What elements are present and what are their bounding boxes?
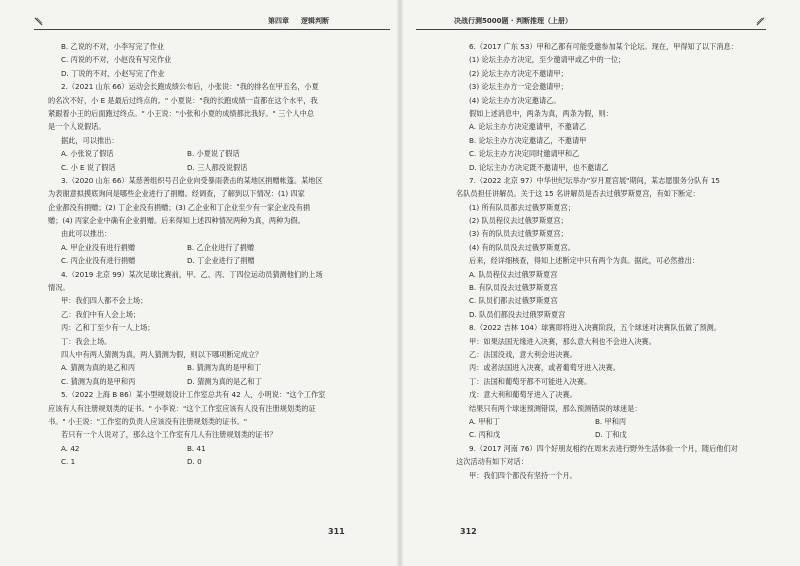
answer-option: B. 甲和丙 — [595, 416, 627, 426]
text-line: 据此，可以推出： — [61, 135, 119, 145]
text-line: (1) 论坛主办方决定，至少邀请甲或乙中的一位； — [469, 55, 626, 65]
text-line: C. 丙说的不对，小赵没有写完作业 — [61, 55, 172, 65]
text-line: 甲：我们四个都没有坚持一个月。 — [469, 470, 577, 480]
text-line: 赠；(4) 丙家企业中确有企业捐赠。后来得知上述四种情况两种为真，两种为假。 — [48, 216, 305, 226]
text-line: 紧跟着小王的后面跑过终点。" 小王说："小张和小夏的成绩都比我好。" 三个人中总 — [48, 108, 315, 118]
answer-options-row — [456, 428, 794, 441]
text-line: 的名次不好，小 E 是最后过终点的。" 小夏说："我的长跑成绩一直都在这个水平，我 — [48, 95, 318, 105]
text-line: 结果只有两个球迷预测错误，那么预测错误的球迷是： — [469, 403, 642, 413]
left-page-body — [48, 40, 388, 469]
answer-option: B. 乙企业进行了捐赠 — [187, 242, 255, 252]
text-line: 书。" 小王说："工作室的负责人应该没有注册规划类的证书。" — [48, 416, 248, 426]
answer-option: D. 丁企业进行了捐赠 — [187, 256, 255, 266]
answer-options-row — [48, 254, 388, 267]
left-running-header — [268, 14, 329, 28]
answer-option: A. 甲和丁 — [469, 416, 500, 426]
answer-option: C. 丙企业没有进行捐赠 — [61, 256, 136, 266]
text-line: 情况。 — [48, 283, 70, 293]
answer-options-row — [48, 442, 388, 455]
text-line: B. 乙说的不对，小李写完了作业 — [61, 42, 164, 51]
answer-option: D. 猜测为真的是乙和丁 — [187, 376, 262, 386]
text-line: 丁：我会上场。 — [61, 336, 112, 346]
answer-options-row — [48, 241, 388, 254]
left-page — [0, 0, 396, 566]
text-line: 后来，经详细核查，得知上述断定中只有两个为真。据此，可必然推出： — [469, 256, 700, 266]
text-line: 甲：如果法国无缘进入决赛，那么意大利也不会进入决赛。 — [469, 336, 656, 346]
answer-option: A. 猜测为真的是乙和丙 — [61, 363, 136, 373]
answer-option: C. 猜测为真的是甲和丙 — [61, 376, 136, 386]
text-line: 6.（2017 广东 53）甲和乙都有可能受邀参加某个论坛。现在，甲得知了以下消息： — [469, 42, 738, 51]
page-corner-icon — [34, 17, 43, 26]
text-line: 由此可以推出： — [61, 229, 112, 239]
answer-options-row — [48, 147, 388, 160]
text-line: 为表谢意拟摸底询问是哪些企业进行了捐赠。经调查，了解到以下情况：(1) 四家 — [48, 189, 305, 199]
right-page — [404, 0, 800, 566]
answer-options-row — [48, 161, 388, 174]
text-line: A. 队员程仪去过俄罗斯夏宫 — [469, 269, 558, 279]
text-line: (1) 所有队员都去过俄罗斯夏宫； — [469, 202, 575, 212]
text-line: 甲：我们四人都不会上场； — [61, 296, 148, 306]
page-corner-icon — [756, 17, 765, 26]
text-line: 这次活动有如下对话： — [456, 457, 528, 467]
text-line: 8.（2022 吉林 104）球赛即将进入决赛阶段，五个球迷对决赛队伍做了预测。 — [469, 323, 721, 333]
answer-option: A. 42 — [61, 443, 80, 453]
book-gutter — [396, 0, 404, 566]
chapter-title: 逻辑判断 — [301, 17, 329, 25]
page-number: 312 — [460, 527, 477, 536]
text-line: 3.（2020 山东 66）某慈善组织号召企业向受暴雨袭击的某地区捐赠帐篷。某地区 — [61, 175, 323, 185]
text-line: 戊：意大利和葡萄牙进入了决赛。 — [469, 390, 577, 400]
page-number: 311 — [328, 527, 345, 536]
answer-options-row — [48, 455, 388, 468]
text-line: 企业都没有捐赠；(2) 丁企业没有捐赠；(3) 乙企业和丁企业至少有一家企业没有捐 — [48, 202, 311, 212]
text-line: (4) 论坛主办方决定邀请乙。 — [469, 95, 561, 105]
text-line: 4.（2019 北京 99）某次足球比赛前，甲、乙、丙、丁四位运动员猜测他们的上场 — [61, 269, 323, 279]
answer-option: D. 三人都没说假话 — [187, 162, 248, 172]
answer-option: B. 猜测为真的是甲和丁 — [187, 363, 262, 373]
right-running-header — [454, 14, 572, 28]
text-line: 丙：或者法国进入决赛，或者葡萄牙进入决赛。 — [469, 363, 620, 373]
text-line: D. 论坛主办方决定既不邀请甲，也不邀请乙 — [469, 162, 609, 172]
text-line: (3) 论坛主办方一定会邀请甲； — [469, 82, 568, 92]
answer-option: D. 0 — [187, 457, 202, 467]
answer-options-row — [456, 415, 794, 428]
text-line: 乙：法国没戏，意大利会进决赛。 — [469, 349, 577, 359]
text-line: C. 论坛主办方决定同时邀请甲和乙 — [469, 149, 580, 159]
text-line: B. 有队员没去过俄罗斯夏宫 — [469, 283, 558, 293]
left-header-corner — [34, 14, 43, 28]
text-line: 丙：乙和丁至少有一人上场； — [61, 323, 155, 333]
text-line: 是一个人说假话。 — [48, 122, 106, 132]
answer-option: D. 丁和戊 — [595, 430, 627, 440]
text-line: D. 丁说的不对，小赵写完了作业 — [61, 68, 165, 78]
right-header-corner — [756, 14, 765, 28]
text-line: 四人中有两人猜测为真，两人猜测为假，则以下哪项断定成立？ — [61, 349, 263, 359]
text-line: D. 队员们都没去过俄罗斯夏宫 — [469, 309, 566, 319]
header-rule — [416, 29, 766, 30]
book-title: 决战行测5000题 · 判断推理（上册） — [454, 17, 573, 25]
answer-option: C. 小 E 说了假话 — [61, 162, 116, 172]
text-line: (4) 有的队员没去过俄罗斯夏宫。 — [469, 242, 575, 252]
text-line: 5.（2022 上海 B 86）某小型规划设计工作室总共有 42 人，小明说："这个工作室 — [61, 390, 326, 400]
chapter-label: 第四章 — [268, 17, 289, 25]
right-page-body — [456, 40, 794, 482]
text-line: C. 队员们都去过俄罗斯夏宫 — [469, 296, 558, 306]
answer-option: B. 41 — [187, 443, 206, 453]
text-line: A. 论坛主办方决定邀请甲，不邀请乙 — [469, 122, 587, 132]
text-line: B. 论坛主办方决定邀请乙，不邀请甲 — [469, 135, 587, 145]
text-line: (2) 队员程仪去过俄罗斯夏宫； — [469, 216, 568, 226]
text-line: 假如上述消息中，两条为真，两条为假，则： — [469, 108, 613, 118]
text-line: 名队员担任讲解员。关于这 15 名讲解员是否去过俄罗斯夏宫，有如下断定： — [456, 189, 700, 199]
answer-option: B. 小夏说了假话 — [187, 149, 240, 159]
text-line: 若只有一个人说对了，那么这个工作室有几人有注册规划类的证书？ — [61, 430, 277, 440]
header-rule — [34, 29, 390, 30]
answer-option: C. 1 — [61, 457, 76, 467]
answer-option: A. 甲企业没有进行捐赠 — [61, 242, 136, 252]
answer-options-row — [48, 375, 388, 388]
answer-options-row — [48, 361, 388, 374]
text-line: 7.（2022 北京 97）中华世纪坛举办"岁月夏宫展"期间，某志愿服务分队有 15 — [469, 175, 720, 185]
text-line: 乙：我们中有人会上场； — [61, 309, 141, 319]
answer-option: C. 丙和戊 — [469, 430, 501, 440]
text-line: (2) 论坛主办方决定不邀请甲； — [469, 68, 568, 78]
text-line: 9.（2017 河南 76）四个好朋友相约在周末去进行野外生活体验一个月，随后他们对 — [469, 443, 738, 453]
text-line: 应该有人有注册规划类的证书。" 小李说："这个工作室应该有人没有注册规划类的证 — [48, 403, 316, 413]
answer-option: A. 小张说了假话 — [61, 149, 114, 159]
text-line: 丁：法国和葡萄牙都不可能进入决赛。 — [469, 376, 592, 386]
text-line: 2.（2021 山东 66）运动会长跑成绩公布后，小张说："我的排名在甲五名，小夏 — [61, 82, 319, 92]
text-line: (3) 有的队员去过俄罗斯夏宫； — [469, 229, 568, 239]
